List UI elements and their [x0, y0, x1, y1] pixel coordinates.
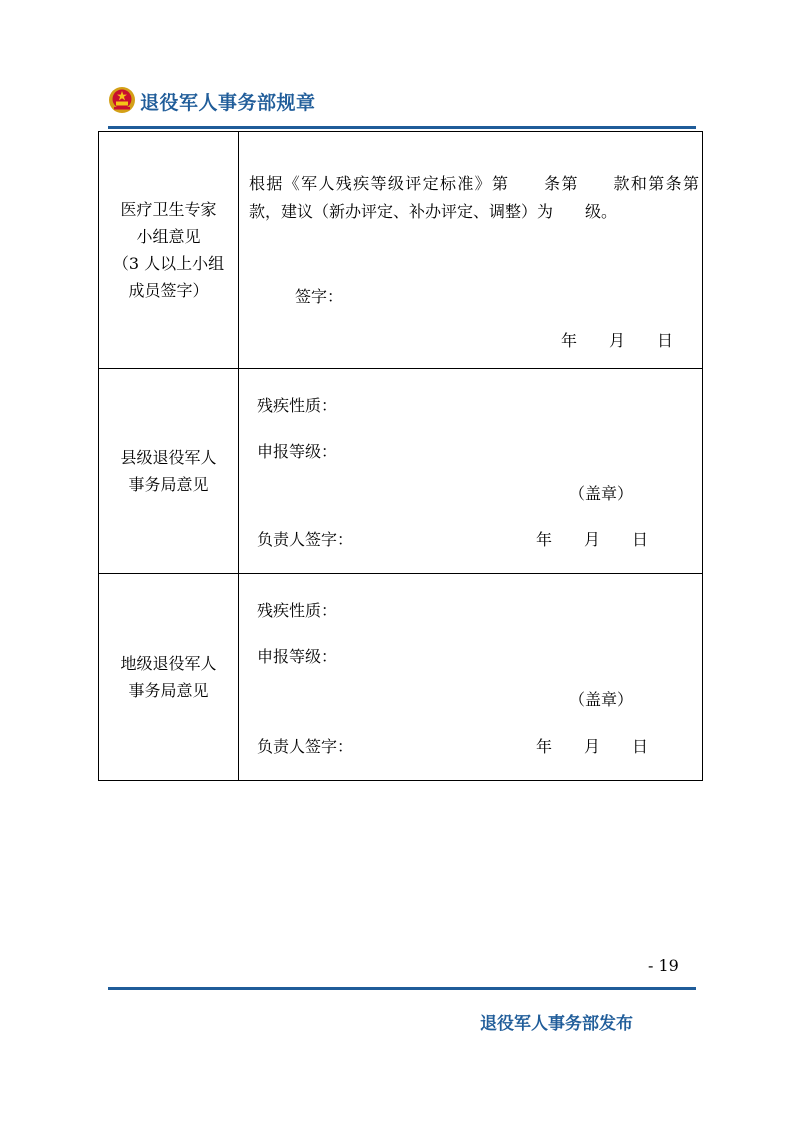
reported-grade-label: 申报等级： — [257, 442, 338, 461]
date-line: 年 月 日 — [536, 737, 649, 756]
page-header — [108, 84, 698, 120]
opinion-form-table — [98, 131, 732, 781]
date-line: 年 月 日 — [561, 331, 674, 350]
prefecture-opinion-row — [99, 574, 703, 781]
reported-grade-label: 申报等级： — [257, 647, 338, 666]
seal-label: （盖章） — [569, 484, 634, 503]
page-number: - 19 — [648, 956, 679, 975]
disability-nature-label: 残疾性质： — [257, 396, 338, 415]
prefecture-opinion-label: 地级退役军人 事务局意见 — [120, 654, 217, 700]
disability-nature-label: 残疾性质： — [257, 601, 338, 620]
medical-opinion-label: 医疗卫生专家 小组意见 （3 人以上小组 成员签字） — [112, 200, 225, 300]
seal-label: （盖章） — [569, 690, 634, 709]
medical-opinion-row — [99, 132, 703, 369]
footer-divider — [108, 987, 696, 990]
medical-opinion-content-cell — [239, 132, 732, 369]
county-opinion-content-cell — [239, 369, 703, 574]
evaluation-basis-text: 根据《军人残疾等级评定标准》第 条第 款和第条第 款，建议（新办评定、补办评定、调整）为 级。 — [249, 174, 732, 221]
county-opinion-label-cell — [99, 369, 239, 574]
national-emblem-icon — [108, 86, 136, 114]
county-opinion-label: 县级退役军人 事务局意见 — [120, 448, 217, 494]
signature-label: 签字： — [295, 287, 344, 306]
county-opinion-row — [99, 369, 703, 574]
footer-publisher: 退役军人事务部发布 — [480, 1014, 633, 1034]
medical-opinion-label-cell — [99, 132, 239, 369]
prefecture-opinion-label-cell — [99, 574, 239, 781]
responsible-signature-label: 负责人签字： — [257, 737, 354, 756]
date-line: 年 月 日 — [536, 530, 649, 549]
prefecture-opinion-content-cell — [239, 574, 703, 781]
responsible-signature-label: 负责人签字： — [257, 530, 354, 549]
header-title: 退役军人事务部规章 — [140, 92, 316, 114]
header-divider — [108, 126, 696, 129]
